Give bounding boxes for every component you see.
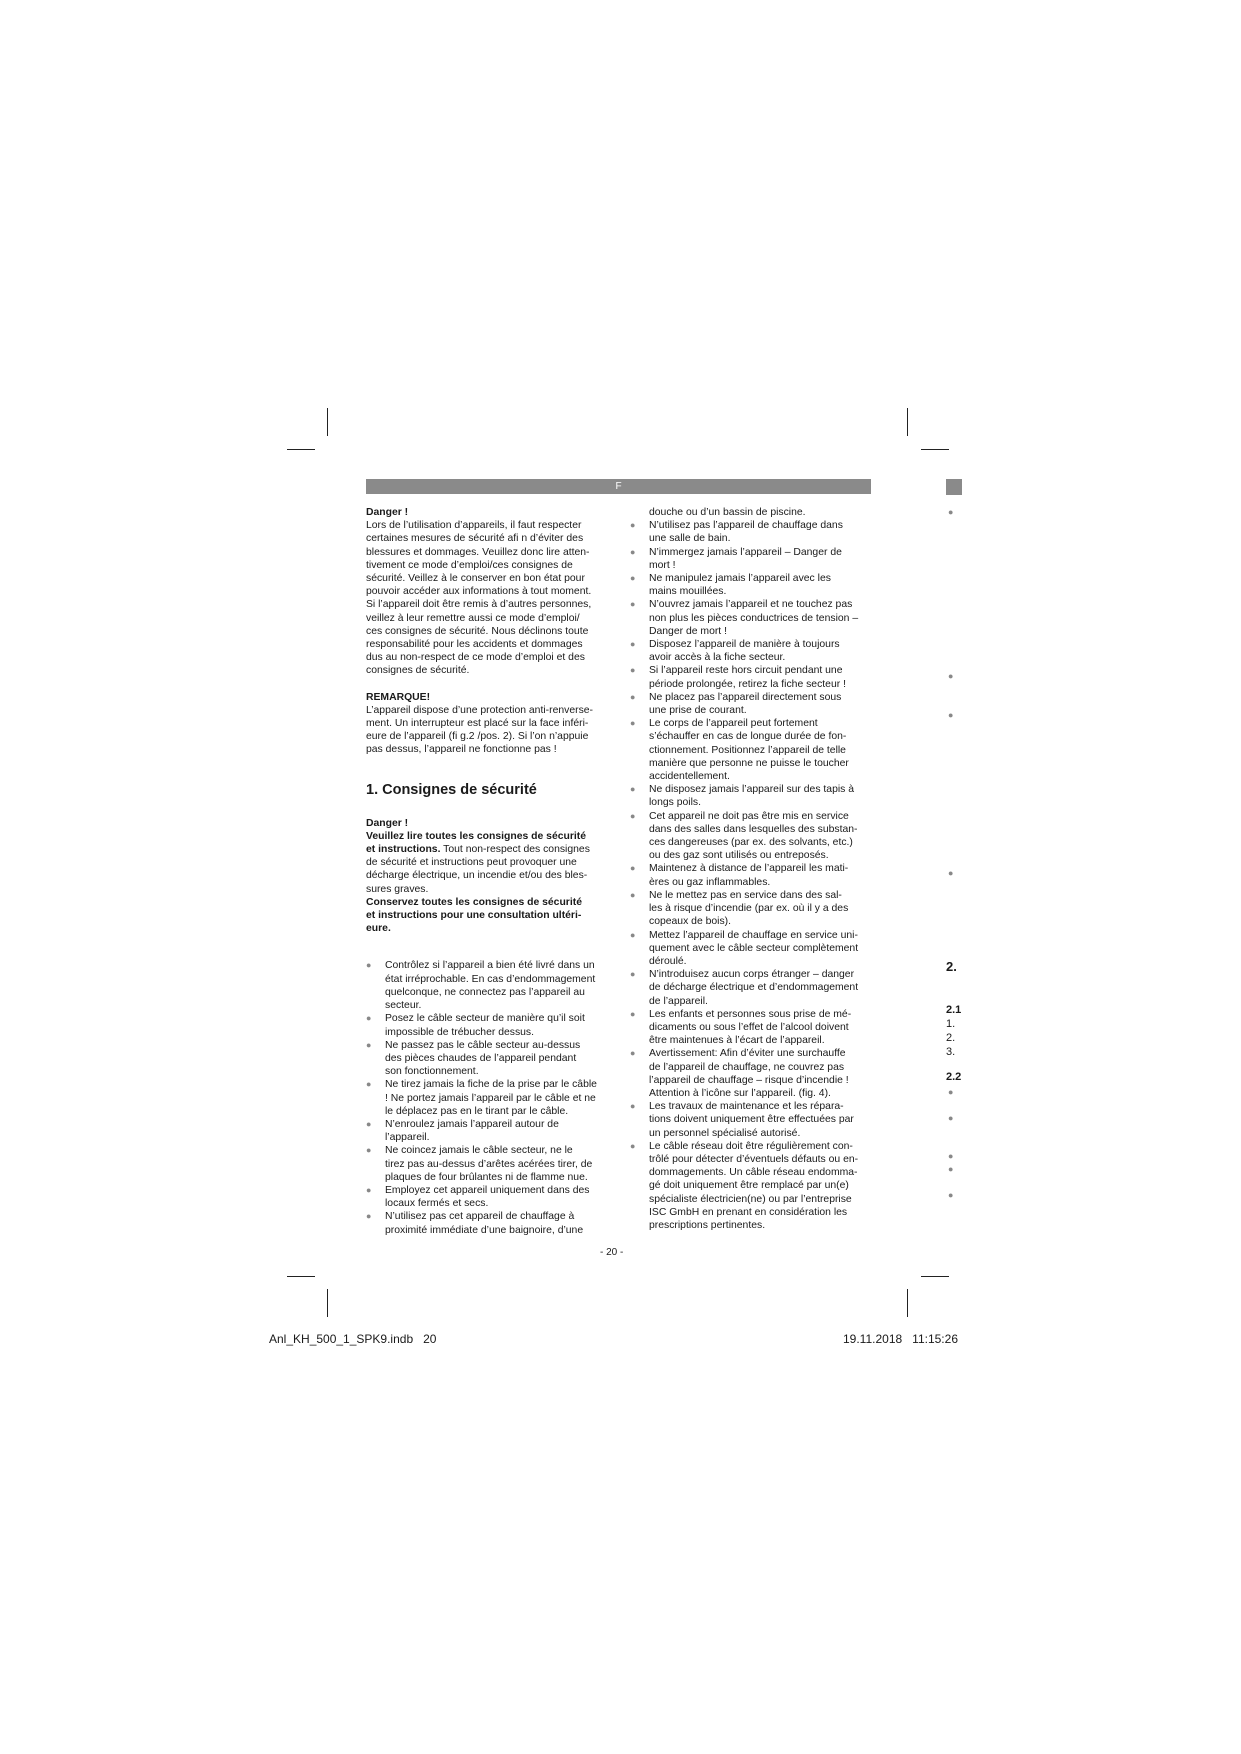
text-line: de sécurité et instructions peut provoquer une bbox=[366, 857, 577, 869]
bullet-text-line: ères ou gaz inflammables. bbox=[649, 876, 771, 888]
bullet-dot-icon: ● bbox=[630, 889, 636, 900]
bullet-dot-icon: ● bbox=[630, 969, 636, 980]
bullet-text-line: de l’appareil de chauffage, ne couvrez pas bbox=[649, 1061, 845, 1073]
bullet-item bbox=[630, 783, 875, 809]
next-page-bullet: ● bbox=[948, 1113, 954, 1123]
bullet-item bbox=[630, 810, 875, 863]
read-instructions-bold: Veuillez lire toutes les consignes de sécurité bbox=[366, 830, 587, 842]
bullet-dot-icon: ● bbox=[630, 929, 636, 940]
bullet-text-line: période prolongée, retirez la fiche secteur ! bbox=[649, 678, 846, 690]
bullet-dot-icon: ● bbox=[366, 1145, 372, 1156]
bullet-text-line: N’immergez jamais l’appareil – Danger de bbox=[649, 546, 842, 558]
next-page-bullet: ● bbox=[948, 1151, 954, 1161]
bullet-text-line: prescriptions pertinentes. bbox=[649, 1219, 766, 1231]
bullet-text-line: dans des salles dans lesquelles des substan- bbox=[649, 823, 858, 835]
page-number: - 20 - bbox=[600, 1247, 624, 1258]
next-page-step-3: 3. bbox=[946, 1046, 956, 1058]
remark-title: REMARQUE! bbox=[366, 691, 431, 703]
bullet-dot-icon: ● bbox=[366, 960, 372, 971]
crop-mark bbox=[327, 408, 328, 436]
bullet-item bbox=[630, 572, 875, 598]
right-column bbox=[630, 506, 875, 1232]
bullet-item bbox=[630, 862, 875, 888]
bullet-dot-icon: ● bbox=[630, 546, 636, 557]
bullet-text-line: Si l’appareil reste hors circuit pendant une bbox=[649, 665, 843, 677]
bullet-text-line: dicaments ou sous l’effet de l’alcool doivent bbox=[649, 1021, 849, 1033]
continuation-line: douche ou d’un bassin de piscine. bbox=[649, 507, 806, 518]
bullet-item bbox=[366, 1039, 616, 1079]
text-line: eure de l’appareil (fi g.2 /pos. 2). Si l’on n’appuie bbox=[366, 731, 589, 743]
crop-mark bbox=[327, 1289, 328, 1317]
bullet-text-line: déroulé. bbox=[649, 955, 687, 967]
next-page-bullet: ● bbox=[948, 507, 954, 517]
read-instructions-line bbox=[366, 843, 616, 856]
bullet-text-line: Maintenez à distance de l’appareil les mati- bbox=[649, 863, 849, 875]
left-bullet-list bbox=[366, 959, 616, 1236]
bullet-text-line: plaques de four brûlantes ni de flamme nue. bbox=[385, 1171, 588, 1183]
bullet-text-line: dommagements. Un câble réseau endomma- bbox=[649, 1167, 858, 1179]
bullet-text-line: l’appareil de chauffage – risque d’incendie ! bbox=[649, 1074, 849, 1086]
bullet-dot-icon: ● bbox=[366, 1039, 372, 1050]
bullet-text-line: Ne disposez jamais l’appareil sur des tapis à bbox=[649, 784, 855, 796]
crop-mark bbox=[907, 1289, 908, 1317]
text-line: ment. Un interrupteur est placé sur la face inféri- bbox=[366, 718, 589, 730]
bullet-dot-icon: ● bbox=[630, 810, 636, 821]
bullet-item bbox=[366, 959, 616, 1012]
next-page-section-2: 2. bbox=[946, 959, 957, 974]
next-page-bullet: ● bbox=[948, 1190, 954, 1200]
bullet-item bbox=[630, 638, 875, 664]
bullet-item bbox=[630, 1140, 875, 1232]
bullet-text-line: ces dangereuses (par ex. des solvants, etc.) bbox=[649, 837, 853, 849]
bullet-text-line: Ne le mettez pas en service dans des sal- bbox=[649, 889, 842, 901]
next-page-step-2: 2. bbox=[946, 1032, 956, 1044]
bullet-dot-icon: ● bbox=[366, 1211, 372, 1222]
bullet-text-line: N’ouvrez jamais l’appareil et ne touchez pas bbox=[649, 599, 853, 611]
bullet-text-line: mort ! bbox=[649, 559, 676, 571]
bullet-item bbox=[630, 889, 875, 929]
bullet-text-line: copeaux de bois). bbox=[649, 916, 732, 928]
bullet-item bbox=[630, 968, 875, 1008]
bullet-text-line: spécialiste électricien(ne) ou par l’entreprise bbox=[649, 1193, 852, 1205]
bullet-text-line: tions doivent uniquement être effectuées par bbox=[649, 1114, 854, 1126]
bullet-text-line: Ne passez pas le câble secteur au-dessus bbox=[385, 1039, 581, 1051]
next-page-section-2-2: 2.2 bbox=[946, 1071, 962, 1083]
bullet-text-line: Danger de mort ! bbox=[649, 625, 727, 637]
bullet-text-line: de décharge électrique et d’endommagement bbox=[649, 982, 859, 994]
bullet-text-line: Ne placez pas l’appareil directement sous bbox=[649, 691, 842, 703]
bullet-text-line: ISC GmbH en prenant en considération les bbox=[649, 1206, 848, 1218]
bullet-text-line: Mettez l’appareil de chauffage en service uni- bbox=[649, 929, 858, 941]
bullet-text-line: non plus les pièces conductrices de tension – bbox=[649, 612, 859, 624]
bullet-text-line: un personnel spécialisé autorisé. bbox=[649, 1127, 801, 1139]
bullet-dot-icon: ● bbox=[366, 1079, 372, 1090]
text-line: L’appareil dispose d’une protection anti-renverse- bbox=[366, 704, 594, 716]
text-line: consignes de sécurité. bbox=[366, 665, 470, 677]
text-fragment: Tout non-respect des consignes bbox=[440, 844, 590, 856]
bullet-item bbox=[630, 546, 875, 572]
bullet-dot-icon: ● bbox=[630, 573, 636, 584]
keep-instructions-bold: eure. bbox=[366, 923, 391, 935]
bullet-text-line: Attention à l’icône sur l’appareil. (fig. 4). bbox=[649, 1087, 831, 1099]
bullet-item bbox=[366, 1144, 616, 1184]
bullet-text-line: son fonctionnement. bbox=[385, 1066, 479, 1078]
right-bullet-list bbox=[630, 519, 875, 1232]
bullet-dot-icon: ● bbox=[630, 784, 636, 795]
bullet-dot-icon: ● bbox=[630, 1008, 636, 1019]
bullet-text-line: une prise de courant. bbox=[649, 705, 747, 717]
bullet-text-line: longs poils. bbox=[649, 797, 701, 809]
text-line: blessures et dommages. Veuillez donc lire atten- bbox=[366, 546, 590, 558]
keep-instructions-bold: Conservez toutes les consignes de sécurité bbox=[366, 896, 582, 908]
bullet-item bbox=[366, 1210, 616, 1236]
next-page-bullet: ● bbox=[948, 1087, 954, 1097]
danger-title-2: Danger ! bbox=[366, 817, 409, 829]
text-line: dus au non-respect de ce mode d’emploi et des bbox=[366, 652, 585, 664]
bullet-text-line: Le corps de l’appareil peut fortement bbox=[649, 718, 818, 730]
bullet-text-line: proximité immédiate d’une baignoire, d’une bbox=[385, 1224, 584, 1236]
bullet-text-line: Les enfants et personnes sous prise de mé- bbox=[649, 1008, 852, 1020]
next-page-header-square bbox=[946, 479, 962, 495]
bullet-text-line: avoir accès à la fiche secteur. bbox=[649, 652, 786, 664]
bold-fragment: et instructions. bbox=[366, 844, 441, 856]
next-page-bullet: ● bbox=[948, 1164, 954, 1174]
bullet-text-line: de l’appareil. bbox=[649, 995, 708, 1007]
bullet-dot-icon: ● bbox=[366, 1013, 372, 1024]
bullet-dot-icon: ● bbox=[630, 1048, 636, 1059]
bullet-item bbox=[366, 1012, 616, 1038]
bullet-dot-icon: ● bbox=[630, 520, 636, 531]
bullet-item bbox=[366, 1184, 616, 1210]
bullet-item bbox=[630, 691, 875, 717]
text-line: tivement ce mode d’emploi/ces consignes de bbox=[366, 559, 573, 571]
bullet-text-line: l’appareil. bbox=[385, 1132, 430, 1144]
bullet-text-line: trôlé pour détecter d’éventuels défauts ou en- bbox=[649, 1153, 859, 1165]
bullet-item bbox=[630, 1047, 875, 1100]
bullet-text-line: Les travaux de maintenance et les répara- bbox=[649, 1101, 844, 1113]
section-title: 1. Consignes de sécurité bbox=[366, 781, 537, 798]
bullet-dot-icon: ● bbox=[630, 1101, 636, 1112]
bullet-text-line: les à risque d’incendie (par ex. où il y a des bbox=[649, 903, 849, 915]
bullet-item bbox=[630, 1100, 875, 1140]
bullet-dot-icon: ● bbox=[630, 863, 636, 874]
bullet-text-line: manière que personne ne puisse le toucher bbox=[649, 757, 849, 769]
bullet-text-line: accidentellement. bbox=[649, 771, 730, 783]
text-line: responsabilité pour les accidents et dommages bbox=[366, 639, 583, 651]
bullet-text-line: locaux fermés et secs. bbox=[385, 1198, 489, 1210]
bullet-item bbox=[366, 1118, 616, 1144]
text-line: Si l’appareil doit être remis à d’autres personnes, bbox=[366, 599, 592, 611]
bullet-item bbox=[630, 1008, 875, 1048]
crop-mark bbox=[921, 449, 949, 450]
bullet-text-line: mains mouillées. bbox=[649, 586, 727, 598]
crop-mark bbox=[287, 1276, 315, 1277]
bullet-text-line: Ne tirez jamais la fiche de la prise par le câble bbox=[385, 1079, 597, 1091]
bullet-text-line: quelconque, ne connectez pas l’appareil au bbox=[385, 986, 585, 998]
bullet-item bbox=[630, 664, 875, 690]
bullet-text-line: ctionnement. Positionnez l’appareil de telle bbox=[649, 744, 846, 756]
bullet-text-line: quement avec le câble secteur complètement bbox=[649, 942, 859, 954]
bullet-text-line: Disposez l’appareil de manière à toujours bbox=[649, 639, 840, 651]
bullet-text-line: N’enroulez jamais l’appareil autour de bbox=[385, 1118, 559, 1130]
text-line: Lors de l’utilisation d’appareils, il faut respecter bbox=[366, 520, 582, 532]
bullet-text-line: Cet appareil ne doit pas être mis en service bbox=[649, 810, 849, 822]
next-page-bullet: ● bbox=[948, 868, 954, 878]
bullet-dot-icon: ● bbox=[366, 1118, 372, 1129]
bullet-text-line: être maintenues à l’écart de l’appareil. bbox=[649, 1035, 825, 1047]
bullet-text-line: ou des gaz sont utilisés ou entreposés. bbox=[649, 850, 829, 862]
bullet-text-line: état irréprochable. En cas d’endommagement bbox=[385, 973, 596, 985]
bullet-text-line: Posez le câble secteur de manière qu’il soit bbox=[385, 1013, 585, 1025]
bullet-item bbox=[630, 598, 875, 638]
bullet-text-line: Ne coincez jamais le câble secteur, ne le bbox=[385, 1145, 573, 1157]
bullet-dot-icon: ● bbox=[630, 691, 636, 702]
bullet-dot-icon: ● bbox=[630, 718, 636, 729]
bullet-text-line: impossible de trébucher dessus. bbox=[385, 1026, 535, 1038]
bullet-dot-icon: ● bbox=[630, 665, 636, 676]
text-line: ces consignes de sécurité. Nous déclinons toute bbox=[366, 625, 589, 637]
intro-paragraph bbox=[366, 519, 616, 677]
bullet-text-line: s’échauffer en cas de longue durée de fon- bbox=[649, 731, 847, 743]
text-line: pas dessus, l’appareil ne fonctionne pas ! bbox=[366, 744, 557, 756]
next-page-step-1: 1. bbox=[946, 1018, 956, 1030]
next-page-bullet: ● bbox=[948, 671, 954, 681]
bullet-dot-icon: ● bbox=[630, 599, 636, 610]
bullet-item bbox=[630, 717, 875, 783]
language-label: F bbox=[615, 481, 622, 492]
bullet-text-line: Avertissement: Afin d’éviter une surchauffe bbox=[649, 1048, 846, 1060]
bullet-dot-icon: ● bbox=[366, 1184, 372, 1195]
bullet-item bbox=[630, 519, 875, 545]
crop-mark bbox=[907, 408, 908, 436]
footer-filename: Anl_KH_500_1_SPK9.indb 20 bbox=[269, 1332, 437, 1346]
text-line: certaines mesures de sécurité afi n d’éviter des bbox=[366, 533, 584, 545]
text-line: veillez à leur remettre aussi ce mode d’emploi/ bbox=[366, 612, 580, 624]
bullet-text-line: Employez cet appareil uniquement dans des bbox=[385, 1184, 590, 1196]
bullet-text-line: gé doit uniquement être remplacé par un(e) bbox=[649, 1180, 849, 1192]
bullet-dot-icon: ● bbox=[630, 1140, 636, 1151]
keep-instructions-bold: et instructions pour une consultation ultéri- bbox=[366, 910, 582, 922]
crop-mark bbox=[921, 1276, 949, 1277]
bullet-text-line: tirez pas au-dessus d’arêtes acérées tirer, de bbox=[385, 1158, 593, 1170]
crop-mark bbox=[287, 449, 315, 450]
remark-paragraph bbox=[366, 704, 616, 757]
bullet-text-line: N’introduisez aucun corps étranger – danger bbox=[649, 969, 855, 981]
bullet-text-line: des pièces chaudes de l’appareil pendant bbox=[385, 1052, 577, 1064]
language-header-bar bbox=[366, 479, 871, 494]
footer-datetime: 19.11.2018 11:15:26 bbox=[843, 1332, 958, 1346]
bullet-text-line: secteur. bbox=[385, 1000, 422, 1012]
next-page-bullet: ● bbox=[948, 710, 954, 720]
text-line: pouvoir accéder aux informations à tout moment. bbox=[366, 586, 592, 598]
bullet-text-line: Le câble réseau doit être régulièrement con- bbox=[649, 1140, 853, 1152]
bullet-text-line: ! Ne portez jamais l’appareil par le câble et ne bbox=[385, 1092, 596, 1104]
bullet-text-line: Contrôlez si l’appareil a bien été livré dans un bbox=[385, 960, 595, 972]
bullet-text-line: N’utilisez pas l’appareil de chauffage dans bbox=[649, 520, 843, 532]
text-line: sécurité. Veillez à le conserver en bon état pour bbox=[366, 573, 585, 585]
bullet-item bbox=[366, 1078, 616, 1118]
bullet-dot-icon: ● bbox=[630, 639, 636, 650]
bullet-text-line: N’utilisez pas cet appareil de chauffage à bbox=[385, 1211, 575, 1223]
bullet-text-line: le déplacez pas en le tirant par le câble. bbox=[385, 1105, 569, 1117]
bullet-text-line: Ne manipulez jamais l’appareil avec les bbox=[649, 573, 831, 585]
next-page-section-2-1: 2.1 bbox=[946, 1004, 962, 1016]
danger-title: Danger ! bbox=[366, 507, 409, 518]
text-line: décharge électrique, un incendie et/ou des bles- bbox=[366, 870, 588, 882]
text-line: sures graves. bbox=[366, 883, 429, 895]
bullet-item bbox=[630, 929, 875, 969]
left-column bbox=[366, 506, 616, 1237]
bullet-text-line: une salle de bain. bbox=[649, 533, 731, 545]
